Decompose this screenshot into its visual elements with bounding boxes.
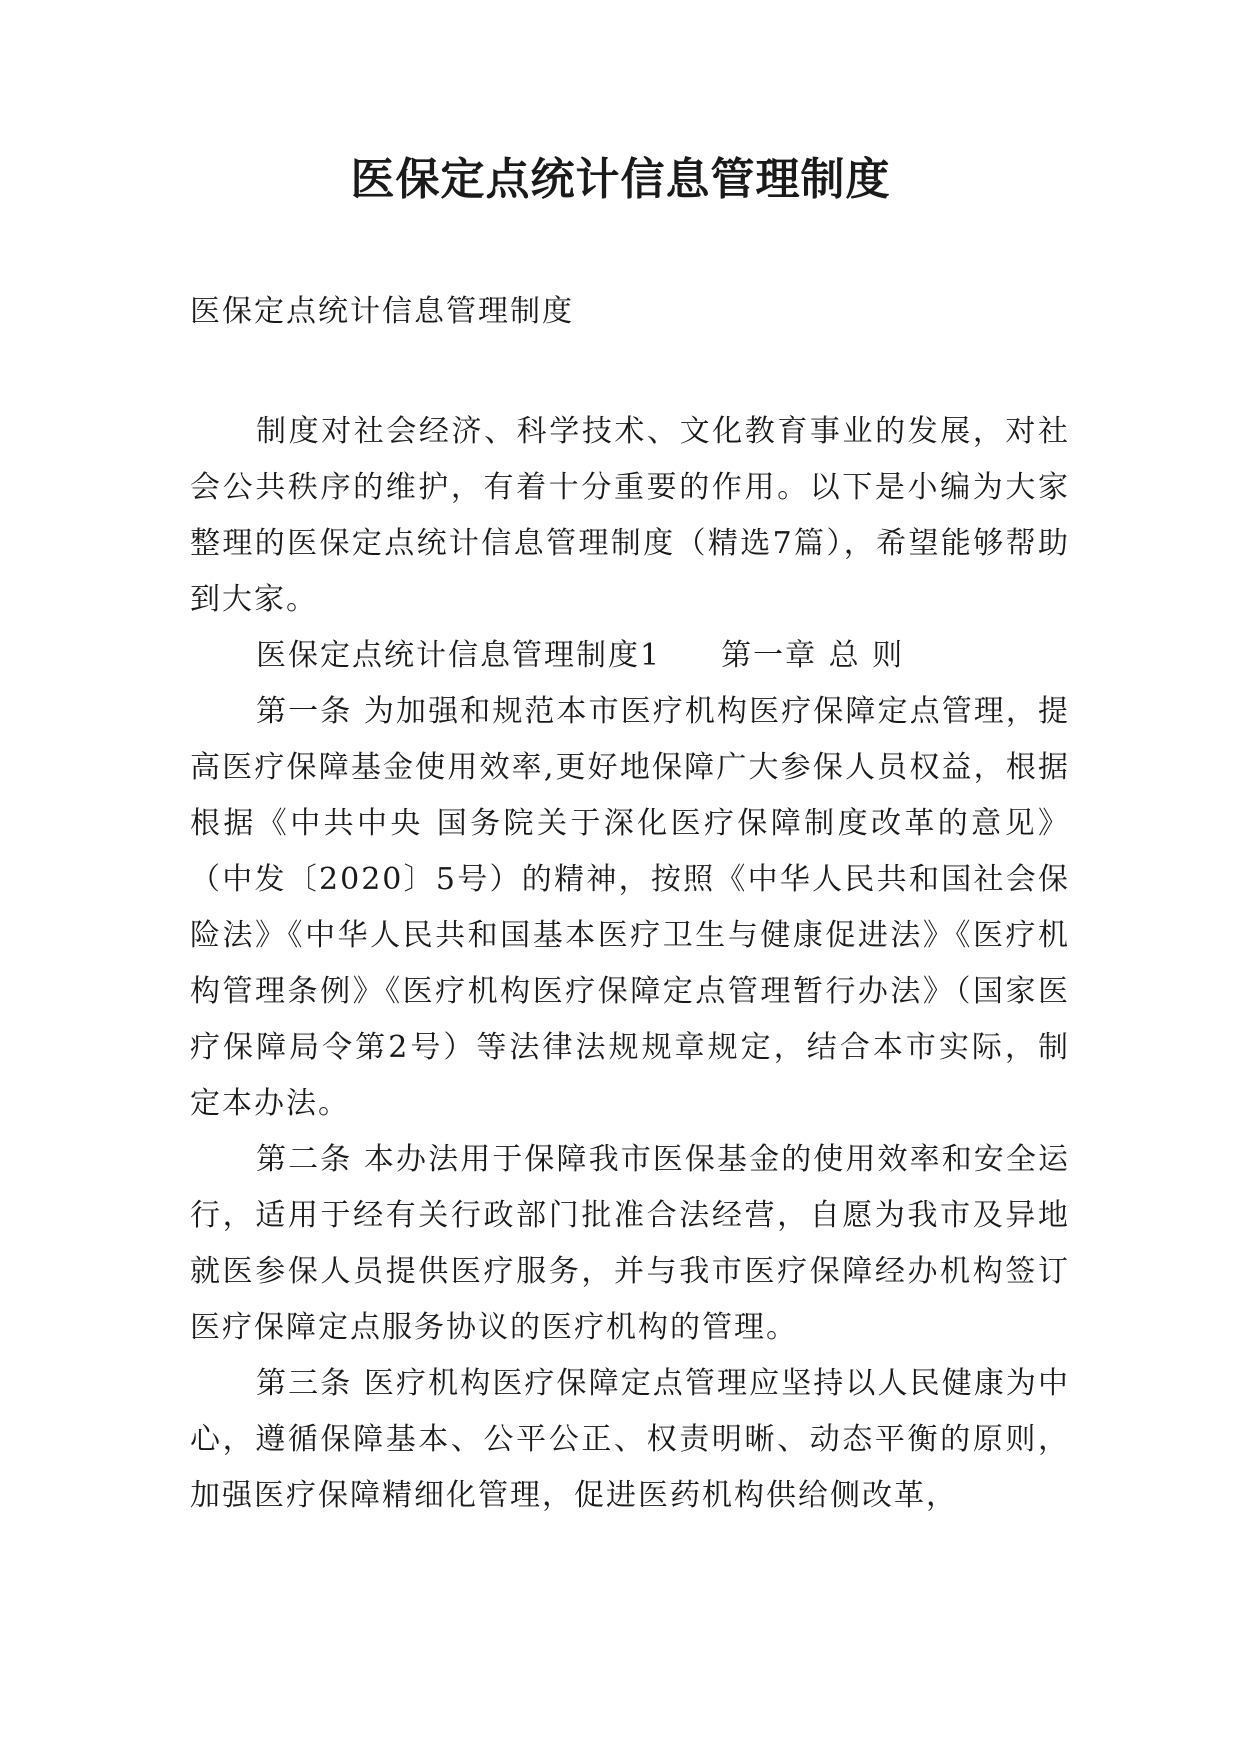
article-1-paragraph: 第一条 为加强和规范本市医疗机构医疗保障定点管理，提高医疗保障基金使用效率,更好地保障广大参保人员权益，根据根据《中共中央 国务院关于深化医疗保障制度改革的意见》（中发〔2020〕5号）的精神，按照《中华人民共和国社会保险法》《中华人民共和国基本医疗卫生与健康促进法》《医疗机构管理条例》《医疗机构医疗保障定点管理暂行办法》（国家医疗保障局令第2号）等法律法规规章规定，结合本市实际，制定本办法。 xyxy=(190,694,1070,1121)
chapter-heading: 第一章 总 则 xyxy=(721,638,905,673)
section-doc-name: 医保定点统计信息管理制度1 xyxy=(256,638,662,673)
intro-paragraph: 制度对社会经济、科学技术、文化教育事业的发展，对社会公共秩序的维护，有着十分重要的作用。以下是小编为大家整理的医保定点统计信息管理制度（精选7篇），希望能够帮助到大家。 xyxy=(190,414,1070,617)
article-2-paragraph: 第二条 本办法用于保障我市医保基金的使用效率和安全运行，适用于经有关行政部门批准合法经营，自愿为我市及异地就医参保人员提供医疗服务，并与我市医疗保障经办机构签订医疗保障定点服务协议的医疗机构的管理。 xyxy=(190,1142,1070,1345)
article-3-paragraph: 第三条 医疗机构医疗保障定点管理应坚持以人民健康为中心，遵循保障基本、公平公正、权责明晰、动态平衡的原则，加强医疗保障精细化管理，促进医药机构供给侧改革， xyxy=(190,1366,1070,1513)
document-subtitle: 医保定点统计信息管理制度 xyxy=(190,294,574,329)
document-body xyxy=(190,404,1070,1524)
document-title: 医保定点统计信息管理制度 xyxy=(350,154,891,205)
section-heading xyxy=(190,628,1070,684)
